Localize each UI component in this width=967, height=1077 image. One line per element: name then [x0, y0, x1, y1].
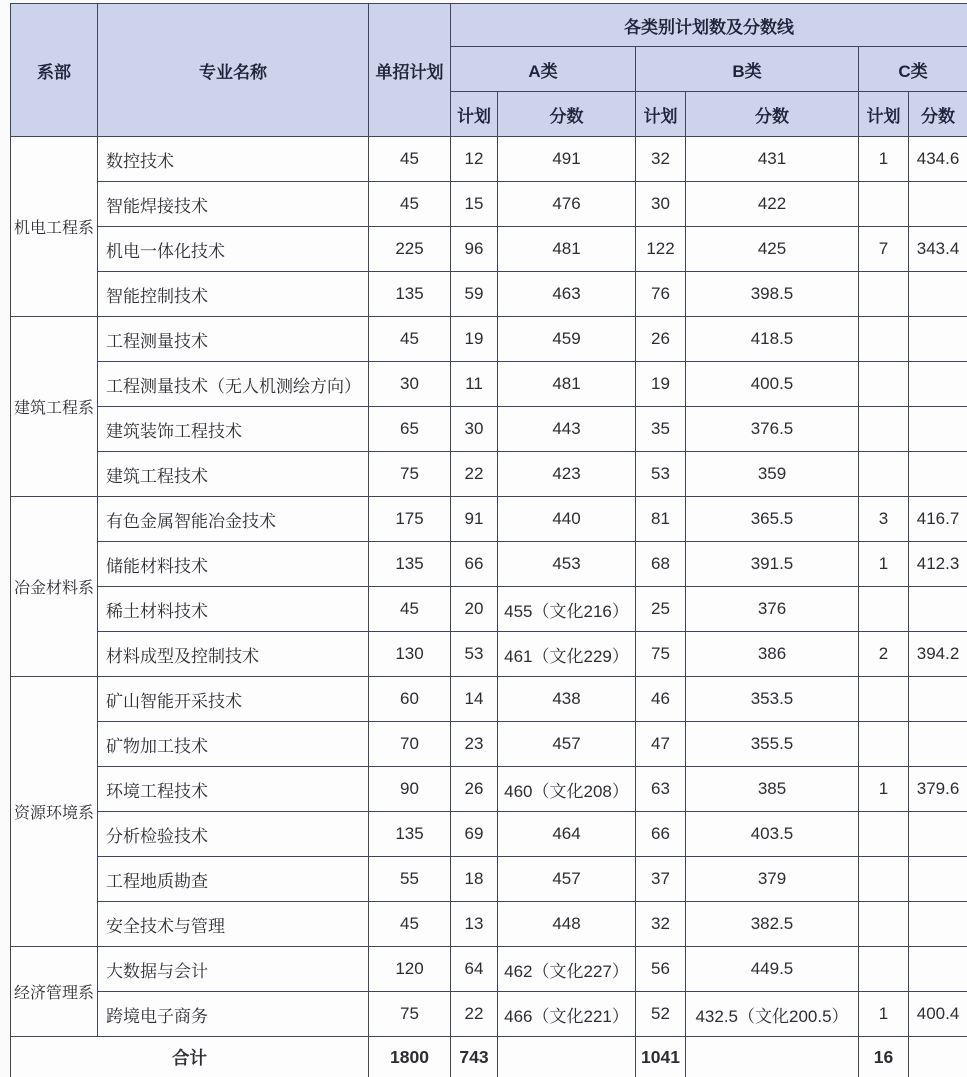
b-score-cell: 365.5	[686, 497, 859, 542]
a-plan-cell: 22	[451, 992, 498, 1037]
b-plan-cell: 68	[636, 542, 686, 587]
major-name-cell: 建筑工程技术	[98, 452, 369, 497]
c-plan-cell: 1	[859, 542, 909, 587]
major-name-cell: 环境工程技术	[98, 767, 369, 812]
c-plan-cell: 7	[859, 227, 909, 272]
plan-total-cell: 135	[369, 272, 451, 317]
a-plan-cell: 59	[451, 272, 498, 317]
a-score-cell: 466（文化221）	[498, 992, 636, 1037]
department-cell: 经济管理系	[11, 947, 98, 1037]
total-label-cell: 合计	[11, 1037, 369, 1077]
department-cell: 资源环境系	[11, 677, 98, 947]
c-score-cell	[909, 182, 967, 227]
b-plan-cell: 32	[636, 902, 686, 947]
total-c-plan-cell: 16	[859, 1037, 909, 1077]
a-plan-cell: 12	[451, 137, 498, 182]
major-name-cell: 大数据与会计	[98, 947, 369, 992]
b-score-cell: 422	[686, 182, 859, 227]
c-plan-cell: 1	[859, 767, 909, 812]
total-a-plan-cell: 743	[451, 1037, 498, 1077]
plan-total-cell: 130	[369, 632, 451, 677]
plan-total-cell: 135	[369, 542, 451, 587]
table-header	[11, 4, 967, 137]
a-score-cell: 455（文化216）	[498, 587, 636, 632]
a-score-cell: 457	[498, 857, 636, 902]
b-score-cell: 376.5	[686, 407, 859, 452]
b-plan-cell: 63	[636, 767, 686, 812]
b-plan-cell: 37	[636, 857, 686, 902]
plan-total-cell: 70	[369, 722, 451, 767]
a-score-cell: 491	[498, 137, 636, 182]
a-plan-cell: 18	[451, 857, 498, 902]
a-plan-cell: 26	[451, 767, 498, 812]
c-score-cell: 412.3	[909, 542, 967, 587]
major-name-cell: 工程测量技术（无人机测绘方向）	[98, 362, 369, 407]
a-plan-cell: 20	[451, 587, 498, 632]
plan-total-cell: 45	[369, 317, 451, 362]
header-major-name: 专业名称	[98, 4, 369, 137]
b-score-cell: 355.5	[686, 722, 859, 767]
c-plan-cell	[859, 722, 909, 767]
b-plan-cell: 47	[636, 722, 686, 767]
c-score-cell: 416.7	[909, 497, 967, 542]
c-score-cell: 379.6	[909, 767, 967, 812]
a-score-cell: 481	[498, 227, 636, 272]
header-plan-total: 单招计划	[369, 4, 451, 137]
a-plan-cell: 30	[451, 407, 498, 452]
a-score-cell: 460（文化208）	[498, 767, 636, 812]
header-c-score: 分数	[909, 92, 967, 137]
plan-total-cell: 120	[369, 947, 451, 992]
table-row	[11, 587, 967, 632]
major-name-cell: 工程地质勘查	[98, 857, 369, 902]
header-a-plan: 计划	[451, 92, 498, 137]
plan-total-cell: 45	[369, 902, 451, 947]
b-plan-cell: 52	[636, 992, 686, 1037]
c-plan-cell	[859, 407, 909, 452]
c-score-cell	[909, 722, 967, 767]
c-plan-cell	[859, 677, 909, 722]
total-c-score-cell	[909, 1037, 967, 1077]
plan-total-cell: 225	[369, 227, 451, 272]
header-b-plan: 计划	[636, 92, 686, 137]
a-score-cell: 423	[498, 452, 636, 497]
total-b-score-cell	[686, 1037, 859, 1077]
department-cell: 机电工程系	[11, 137, 98, 317]
b-plan-cell: 76	[636, 272, 686, 317]
table-row	[11, 542, 967, 587]
plan-total-cell: 45	[369, 137, 451, 182]
plan-total-cell: 175	[369, 497, 451, 542]
b-score-cell: 425	[686, 227, 859, 272]
major-name-cell: 稀土材料技术	[98, 587, 369, 632]
major-name-cell: 建筑装饰工程技术	[98, 407, 369, 452]
header-categories-title: 各类别计划数及分数线	[451, 4, 967, 47]
b-score-cell: 379	[686, 857, 859, 902]
table-row	[11, 902, 967, 947]
header-c-plan: 计划	[859, 92, 909, 137]
major-name-cell: 矿物加工技术	[98, 722, 369, 767]
c-score-cell: 400.4	[909, 992, 967, 1037]
c-score-cell: 343.4	[909, 227, 967, 272]
b-plan-cell: 46	[636, 677, 686, 722]
a-score-cell: 453	[498, 542, 636, 587]
a-score-cell: 476	[498, 182, 636, 227]
table-row	[11, 992, 967, 1037]
a-score-cell: 481	[498, 362, 636, 407]
c-score-cell	[909, 317, 967, 362]
table-row	[11, 362, 967, 407]
c-plan-cell	[859, 317, 909, 362]
table-row	[11, 722, 967, 767]
table-row	[11, 677, 967, 722]
department-cell: 建筑工程系	[11, 317, 98, 497]
table-row	[11, 947, 967, 992]
c-score-cell	[909, 587, 967, 632]
c-score-cell: 394.2	[909, 632, 967, 677]
plan-total-cell: 45	[369, 182, 451, 227]
major-name-cell: 材料成型及控制技术	[98, 632, 369, 677]
b-plan-cell: 25	[636, 587, 686, 632]
a-plan-cell: 69	[451, 812, 498, 857]
c-plan-cell	[859, 362, 909, 407]
a-plan-cell: 13	[451, 902, 498, 947]
a-plan-cell: 14	[451, 677, 498, 722]
b-score-cell: 432.5（文化200.5）	[686, 992, 859, 1037]
a-plan-cell: 22	[451, 452, 498, 497]
table-row	[11, 227, 967, 272]
major-name-cell: 安全技术与管理	[98, 902, 369, 947]
total-row	[11, 1037, 967, 1077]
c-plan-cell: 3	[859, 497, 909, 542]
table-footer	[11, 1037, 967, 1077]
b-score-cell: 400.5	[686, 362, 859, 407]
plan-total-cell: 60	[369, 677, 451, 722]
table-row	[11, 272, 967, 317]
a-score-cell: 457	[498, 722, 636, 767]
a-score-cell: 440	[498, 497, 636, 542]
b-plan-cell: 19	[636, 362, 686, 407]
b-score-cell: 353.5	[686, 677, 859, 722]
a-score-cell: 461（文化229）	[498, 632, 636, 677]
a-plan-cell: 91	[451, 497, 498, 542]
major-name-cell: 智能控制技术	[98, 272, 369, 317]
c-score-cell	[909, 362, 967, 407]
plan-total-cell: 90	[369, 767, 451, 812]
c-plan-cell: 1	[859, 992, 909, 1037]
b-plan-cell: 35	[636, 407, 686, 452]
total-a-score-cell	[498, 1037, 636, 1077]
b-plan-cell: 26	[636, 317, 686, 362]
plan-total-cell: 75	[369, 992, 451, 1037]
plan-total-cell: 75	[369, 452, 451, 497]
b-plan-cell: 122	[636, 227, 686, 272]
plan-total-cell: 65	[369, 407, 451, 452]
a-score-cell: 464	[498, 812, 636, 857]
c-score-cell	[909, 947, 967, 992]
major-name-cell: 储能材料技术	[98, 542, 369, 587]
table-row	[11, 812, 967, 857]
b-plan-cell: 56	[636, 947, 686, 992]
major-name-cell: 机电一体化技术	[98, 227, 369, 272]
a-plan-cell: 15	[451, 182, 498, 227]
table-row	[11, 137, 967, 182]
plan-total-cell: 135	[369, 812, 451, 857]
c-score-cell: 434.6	[909, 137, 967, 182]
a-score-cell: 462（文化227）	[498, 947, 636, 992]
c-plan-cell	[859, 452, 909, 497]
total-plan-cell: 1800	[369, 1037, 451, 1077]
c-score-cell	[909, 812, 967, 857]
header-category-a: A类	[451, 47, 636, 92]
major-name-cell: 工程测量技术	[98, 317, 369, 362]
plan-total-cell: 30	[369, 362, 451, 407]
table-row	[11, 632, 967, 677]
major-name-cell: 矿山智能开采技术	[98, 677, 369, 722]
a-plan-cell: 66	[451, 542, 498, 587]
a-plan-cell: 11	[451, 362, 498, 407]
major-name-cell: 有色金属智能冶金技术	[98, 497, 369, 542]
table-row	[11, 407, 967, 452]
major-name-cell: 跨境电子商务	[98, 992, 369, 1037]
c-score-cell	[909, 272, 967, 317]
b-plan-cell: 75	[636, 632, 686, 677]
a-score-cell: 448	[498, 902, 636, 947]
header-a-score: 分数	[498, 92, 636, 137]
a-plan-cell: 53	[451, 632, 498, 677]
a-score-cell: 463	[498, 272, 636, 317]
department-cell: 冶金材料系	[11, 497, 98, 677]
major-name-cell: 智能焊接技术	[98, 182, 369, 227]
table-row	[11, 452, 967, 497]
c-score-cell	[909, 677, 967, 722]
b-score-cell: 376	[686, 587, 859, 632]
b-score-cell: 386	[686, 632, 859, 677]
b-plan-cell: 81	[636, 497, 686, 542]
header-category-b: B类	[636, 47, 859, 92]
b-score-cell: 431	[686, 137, 859, 182]
b-score-cell: 382.5	[686, 902, 859, 947]
b-score-cell: 403.5	[686, 812, 859, 857]
header-department: 系部	[11, 4, 98, 137]
c-plan-cell	[859, 812, 909, 857]
header-category-c: C类	[859, 47, 967, 92]
b-score-cell: 391.5	[686, 542, 859, 587]
c-score-cell	[909, 857, 967, 902]
a-plan-cell: 23	[451, 722, 498, 767]
plan-total-cell: 55	[369, 857, 451, 902]
plan-total-cell: 45	[369, 587, 451, 632]
b-score-cell: 398.5	[686, 272, 859, 317]
c-plan-cell	[859, 182, 909, 227]
c-score-cell	[909, 902, 967, 947]
table-row	[11, 317, 967, 362]
c-plan-cell	[859, 587, 909, 632]
c-plan-cell	[859, 272, 909, 317]
c-plan-cell	[859, 857, 909, 902]
table-row	[11, 497, 967, 542]
c-plan-cell	[859, 947, 909, 992]
a-score-cell: 443	[498, 407, 636, 452]
b-score-cell: 418.5	[686, 317, 859, 362]
a-plan-cell: 19	[451, 317, 498, 362]
a-plan-cell: 96	[451, 227, 498, 272]
a-plan-cell: 64	[451, 947, 498, 992]
b-score-cell: 385	[686, 767, 859, 812]
table-row	[11, 767, 967, 812]
major-name-cell: 数控技术	[98, 137, 369, 182]
b-plan-cell: 30	[636, 182, 686, 227]
c-score-cell	[909, 452, 967, 497]
a-score-cell: 438	[498, 677, 636, 722]
c-plan-cell	[859, 902, 909, 947]
c-plan-cell: 1	[859, 137, 909, 182]
major-name-cell: 分析检验技术	[98, 812, 369, 857]
b-plan-cell: 53	[636, 452, 686, 497]
b-score-cell: 449.5	[686, 947, 859, 992]
total-b-plan-cell: 1041	[636, 1037, 686, 1077]
a-score-cell: 459	[498, 317, 636, 362]
c-score-cell	[909, 407, 967, 452]
b-plan-cell: 66	[636, 812, 686, 857]
table-row	[11, 857, 967, 902]
b-score-cell: 359	[686, 452, 859, 497]
table-body	[11, 137, 967, 1037]
b-plan-cell: 32	[636, 137, 686, 182]
table-row	[11, 182, 967, 227]
admission-score-table	[10, 3, 967, 1077]
c-plan-cell: 2	[859, 632, 909, 677]
header-b-score: 分数	[686, 92, 859, 137]
